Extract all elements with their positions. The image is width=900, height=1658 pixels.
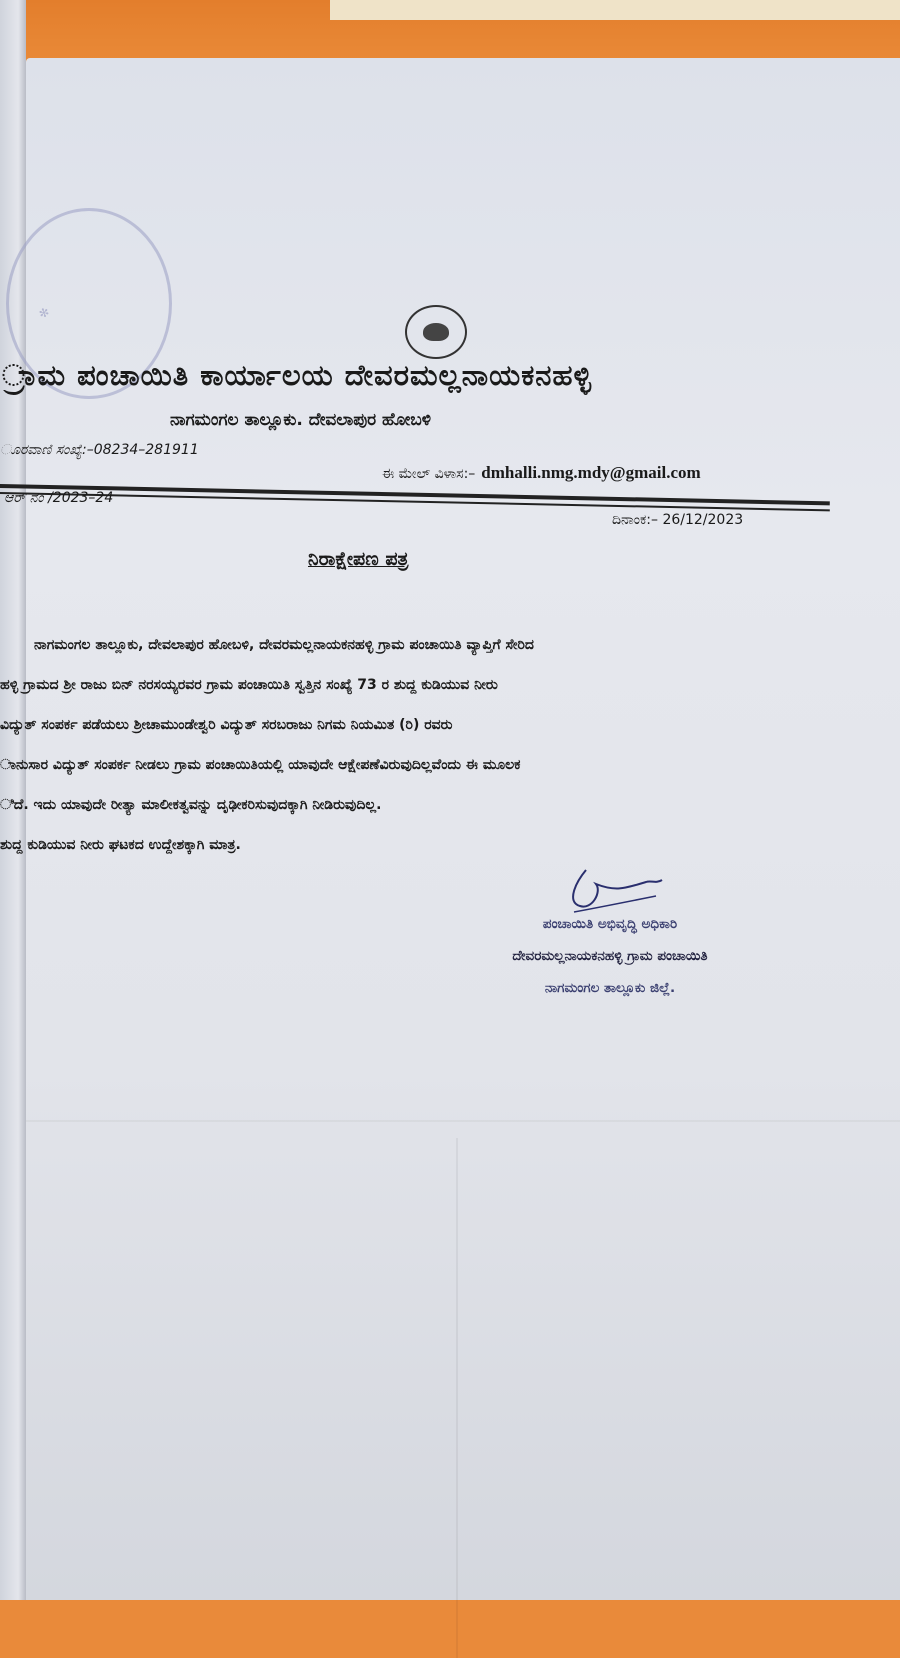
body-line: ಿದೆ. ಇದು ಯಾವುದೇ ರೀತ್ಯಾ ಮಾಲೀಕತ್ವವನ್ನು ದೃಢೀಕರಿಸುವುದಕ್ಕಾಗಿ ನೀಡಿರುವುದಿಲ್ಲ. (0, 797, 382, 813)
government-emblem-icon (405, 305, 467, 359)
emblem-figure (423, 323, 449, 341)
document-title: ನಿರಾಕ್ಷೇಪಣ ಪತ್ರ (308, 548, 409, 570)
signatory-block (430, 908, 790, 1004)
seal-text-mark: ✻ (37, 304, 51, 322)
reference-number: ಆರ್ ನಂ /2023–24 (4, 490, 114, 506)
body-line: ಾನುಸಾರ ವಿದ್ಯುತ್ ಸಂಪರ್ಕ ನೀಡಲು ಗ್ರಾಮ ಪಂಚಾಯಿತಿಯಲ್ಲಿ ಯಾವುದೇ ಆಕ್ಷೇಪಣೆವಿರುವುದಿಲ್ಲವೆಂದು ಈ ಮೂಲಕ (0, 757, 521, 773)
signatory-office: ದೇವರಮಲ್ಲನಾಯಕನಹಳ್ಳಿ ಗ್ರಾಮ ಪಂಚಾಯಿತಿ (512, 948, 708, 964)
email-address: dmhalli.nmg.mdy@gmail.com (481, 463, 701, 482)
paper-fold-vertical (456, 1138, 458, 1658)
background-wall (330, 0, 900, 20)
letter-date: ದಿನಾಂಕ:– 26/12/2023 (612, 512, 744, 528)
email-line (382, 463, 701, 483)
phone-number: ೂರವಾಣಿ ಸಂಖ್ಯೆ:–08234–281911 (0, 442, 199, 458)
body-line: ಹಳ್ಳಿ ಗ್ರಾಮದ ಶ್ರೀ ರಾಜು ಬಿನ್ ನರಸಯ್ಯರವರ ಗ್ರಾಮ ಪಂಚಾಯಿತಿ ಸ್ವತ್ತಿನ ಸಂಖ್ಯೆ 73 ರ ಶುದ್ದ ಕುಡಿಯುವ ನೀರು (0, 677, 498, 693)
body-line: ವಿದ್ಯುತ್ ಸಂಪರ್ಕ ಪಡೆಯಲು ಶ್ರೀಚಾಮುಂಡೇಶ್ವರಿ ವಿದ್ಯುತ್ ಸರಬರಾಜು ನಿಗಮ ನಿಯಮಿತ (ರಿ) ರವರು (0, 717, 453, 733)
office-title: ್ರಾಮ ಪಂಚಾಯಿತಿ ಕಾರ್ಯಾಲಯ ದೇವರಮಲ್ಲನಾಯಕನಹಳ್ಳಿ (2, 358, 593, 392)
body-line: ಶುದ್ದ ಕುಡಿಯುವ ನೀರು ಘಟಕದ ಉದ್ದೇಶಕ್ಕಾಗಿ ಮಾತ್ರ. (0, 837, 241, 853)
body-line: ನಾಗಮಂಗಲ ತಾಲ್ಲೂಕು, ದೇವಲಾಪುರ ಹೋಬಳಿ, ದೇವರಮಲ್ಲನಾಯಕನಹಳ್ಳಿ ಗ್ರಾಮ ಪಂಚಾಯಿತಿ ವ್ಯಾಪ್ತಿಗೆ ಸೇರಿದ (34, 637, 534, 653)
signatory-designation: ಪಂಚಾಯಿತಿ ಅಭಿವೃದ್ಧಿ ಅಧಿಕಾರಿ (542, 916, 678, 932)
body-paragraph (0, 625, 840, 865)
email-label: ಈ ಮೇಲ್ ವಿಳಾಸ:– (382, 466, 476, 482)
signatory-location: ನಾಗಮಂಗಲ ತಾಲ್ಲೂಕು ಜಿಲ್ಲೆ. (544, 980, 676, 996)
taluk-hobli-line: ನಾಗಮಂಗಲ ತಾಲ್ಲೂಕು. ದೇವಲಾಪುರ ಹೋಬಳಿ (170, 410, 432, 430)
paper-fold-horizontal (26, 1120, 900, 1122)
